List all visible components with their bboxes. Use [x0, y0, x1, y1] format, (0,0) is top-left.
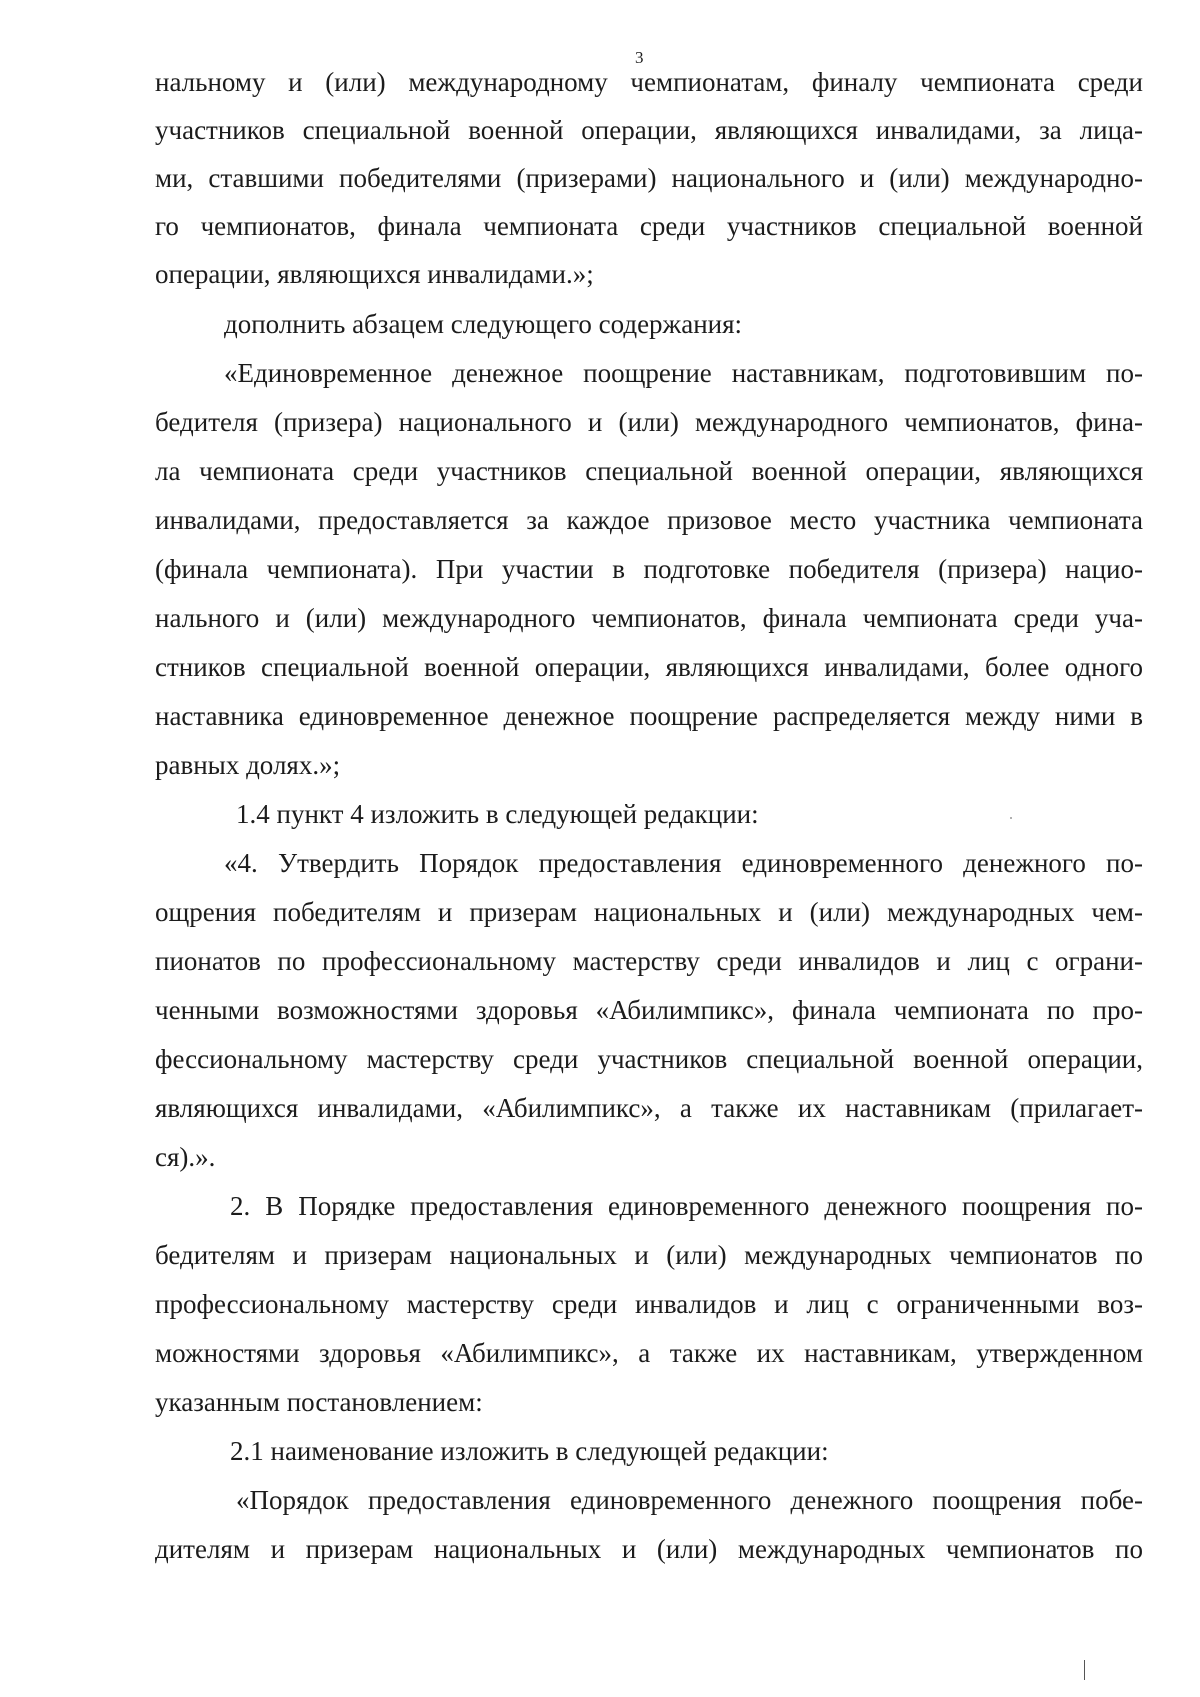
- text-line: 2.1 наименование изложить в следующей редакции:: [230, 1436, 829, 1466]
- text-line: «Единовременное денежное поощрение наставникам, подготовившим по-: [224, 358, 1143, 388]
- text-line: участников специальной военной операции, являющихся инвалидами, за лица-: [155, 115, 1143, 145]
- text-line: ми, ставшими победителями (призерами) национального и (или) международно-: [155, 163, 1143, 193]
- text-line: наставника единовременное денежное поощрение распределяется между ними в: [155, 701, 1143, 731]
- text-line: го чемпионатов, финала чемпионата среди участников специальной военной: [155, 211, 1143, 241]
- text-line: операции, являющихся инвалидами.»;: [155, 259, 594, 289]
- text-line: дополнить абзацем следующего содержания:: [224, 309, 743, 339]
- page-number: 3: [635, 48, 644, 67]
- text-line: можностями здоровья «Абилимпикс», а также их наставникам, утвержденном: [155, 1338, 1143, 1368]
- text-line: 1.4 пункт 4 изложить в следующей редакции:: [236, 799, 759, 829]
- text-line: 2. В Порядке предоставления единовременного денежного поощрения по-: [230, 1191, 1143, 1221]
- text-line: инвалидами, предоставляется за каждое призовое место участника чемпионата: [155, 505, 1143, 535]
- text-line: пионатов по профессиональному мастерству среди инвалидов и лиц с ограни-: [155, 946, 1143, 976]
- text-line: бедителям и призерам национальных и (или) международных чемпионатов по: [155, 1240, 1143, 1270]
- text-line: ся).».: [155, 1142, 216, 1172]
- text-line: нальному и (или) международному чемпионатам, финалу чемпионата среди: [155, 67, 1143, 97]
- text-line: ченными возможностями здоровья «Абилимпикс», финала чемпионата по про-: [155, 995, 1143, 1025]
- text-line: являющихся инвалидами, «Абилимпикс», а также их наставникам (прилагает-: [155, 1093, 1143, 1123]
- text-line: «Порядок предоставления единовременного денежного поощрения побе-: [236, 1485, 1143, 1515]
- scan-speck: [1010, 817, 1012, 819]
- text-line: равных долях.»;: [155, 750, 341, 780]
- scan-margin-mark: [1084, 1660, 1085, 1680]
- text-line: стников специальной военной операции, являющихся инвалидами, более одного: [155, 652, 1143, 682]
- text-line: профессиональному мастерству среди инвалидов и лиц с ограниченными воз-: [155, 1289, 1143, 1319]
- text-line: фессиональному мастерству среди участников специальной военной операции,: [155, 1044, 1143, 1074]
- text-line: «4. Утвердить Порядок предоставления единовременного денежного по-: [224, 848, 1143, 878]
- text-line: бедителя (призера) национального и (или) международного чемпионатов, фина-: [155, 407, 1143, 437]
- text-line: дителям и призерам национальных и (или) международных чемпионатов по: [155, 1534, 1143, 1564]
- text-line: ла чемпионата среди участников специальной военной операции, являющихся: [155, 456, 1143, 486]
- text-line: (финала чемпионата). При участии в подготовке победителя (призера) нацио-: [155, 554, 1143, 584]
- text-line: ощрения победителям и призерам национальных и (или) международных чем-: [155, 897, 1143, 927]
- text-line: нального и (или) международного чемпионатов, финала чемпионата среди уча-: [155, 603, 1143, 633]
- text-line: указанным постановлением:: [155, 1387, 483, 1417]
